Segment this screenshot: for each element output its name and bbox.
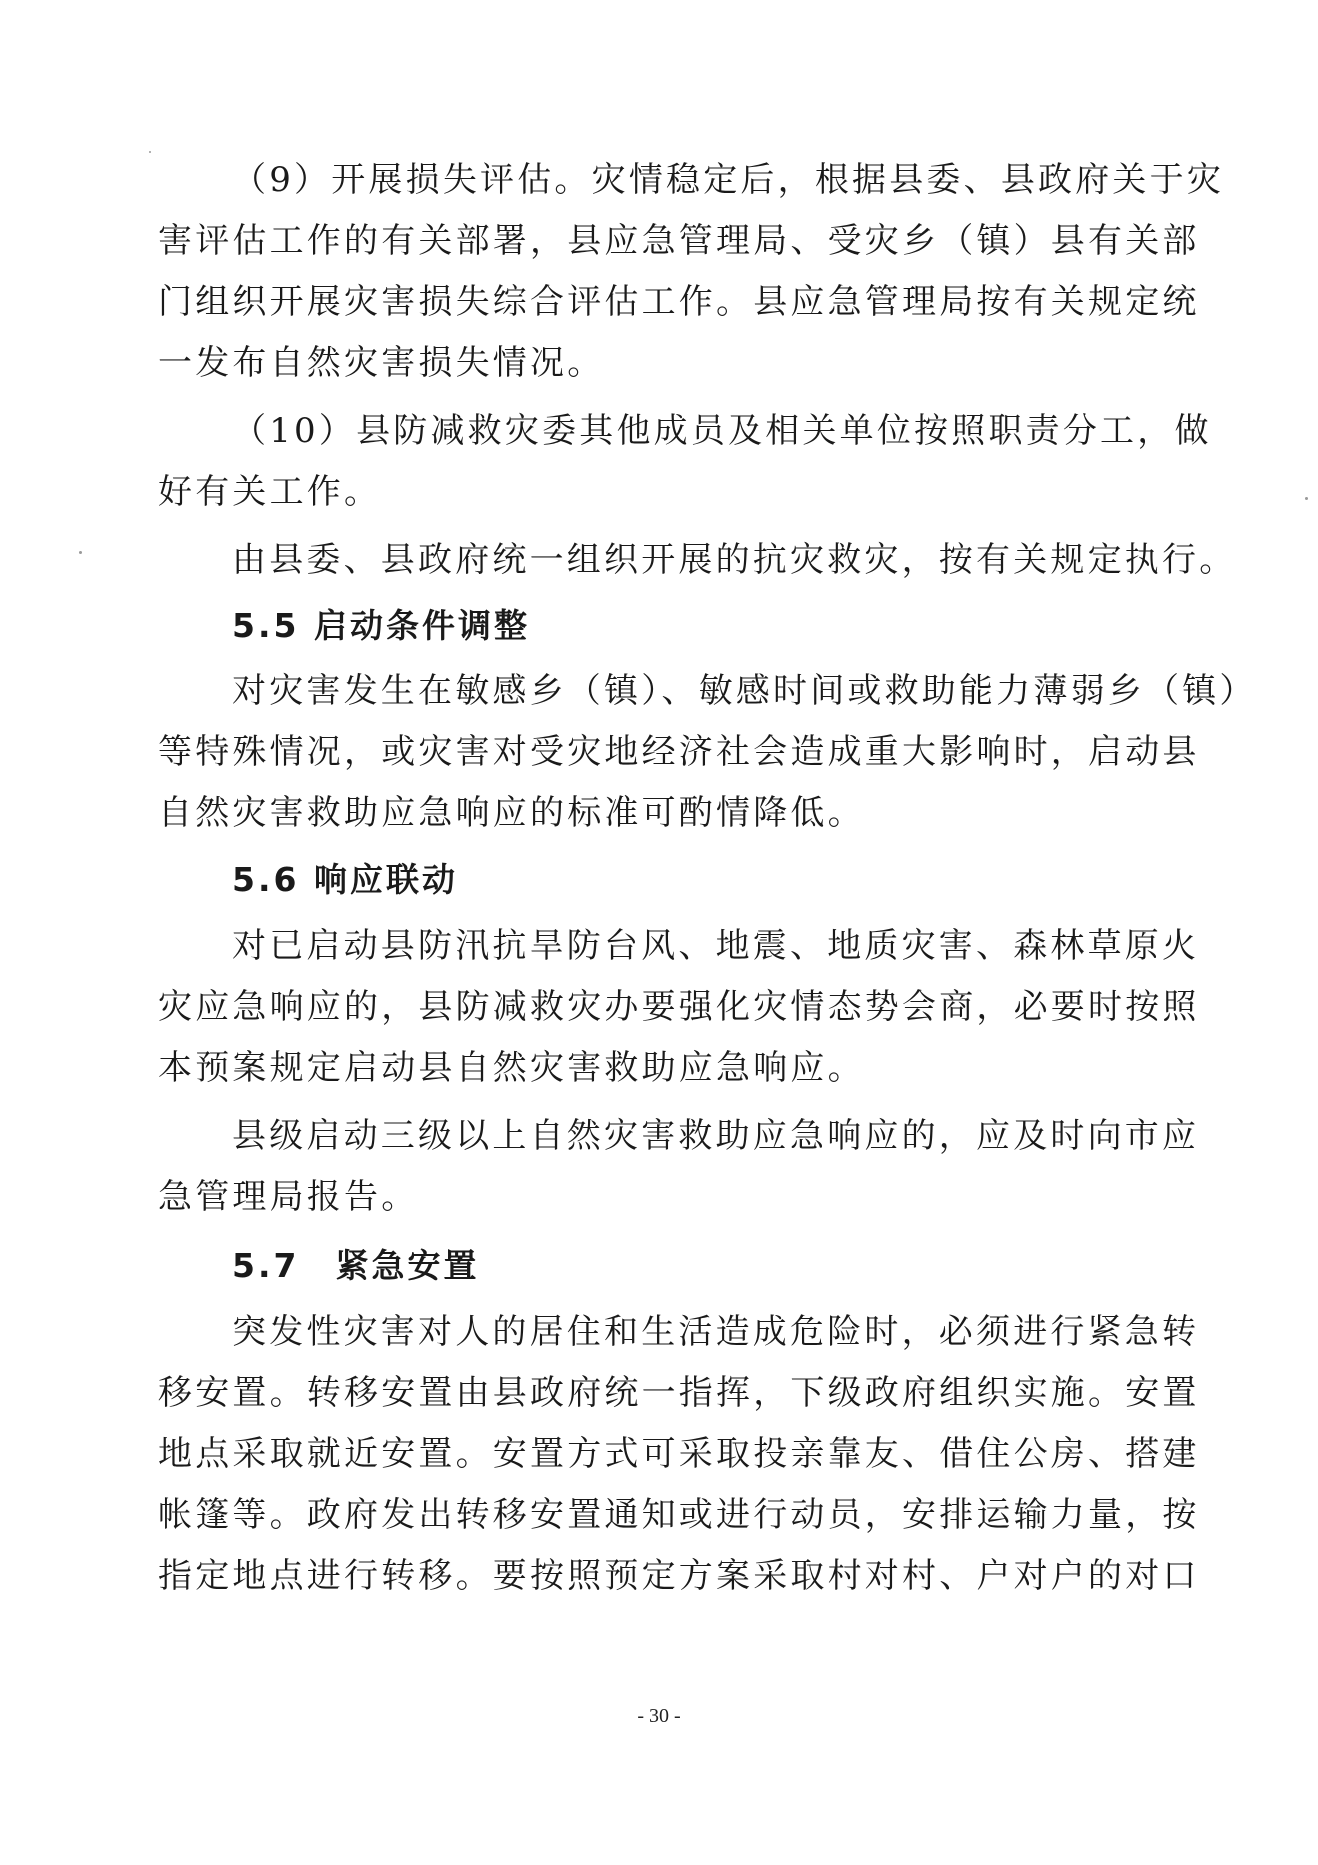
paragraph-line: 好有关工作。	[158, 472, 382, 512]
section-heading-5-6: 5.6 响应联动	[232, 860, 458, 899]
paragraph-line: （10）县防减救灾委其他成员及相关单位按照职责分工，做	[232, 411, 1212, 451]
paragraph-line: （9）开展损失评估。灾情稳定后，根据县委、县政府关于灾	[232, 160, 1225, 200]
paragraph-line: 对已启动县防汛抗旱防台风、地震、地质灾害、森林草原火	[232, 926, 1200, 966]
paragraph-line: 门组织开展灾害损失综合评估工作。县应急管理局按有关规定统	[158, 282, 1200, 322]
section-heading-5-7: 5.7 紧急安置	[232, 1246, 480, 1285]
paragraph-line: 对灾害发生在敏感乡（镇）、敏感时间或救助能力薄弱乡（镇）	[232, 671, 1257, 711]
paragraph-line: 移安置。转移安置由县政府统一指挥，下级政府组织实施。安置	[158, 1373, 1200, 1413]
paragraph-line: 灾应急响应的，县防减救灾办要强化灾情态势会商，必要时按照	[158, 987, 1200, 1027]
paragraph-line: 等特殊情况，或灾害对受灾地经济社会造成重大影响时，启动县	[158, 732, 1200, 772]
paragraph-line: 由县委、县政府统一组织开展的抗灾救灾，按有关规定执行。	[232, 540, 1237, 580]
scan-speck	[1305, 497, 1308, 500]
page-number: - 30 -	[637, 1705, 681, 1727]
paragraph-line: 害评估工作的有关部署，县应急管理局、受灾乡（镇）县有关部	[158, 221, 1200, 261]
paragraph-line: 自然灾害救助应急响应的标准可酌情降低。	[158, 793, 865, 833]
scan-speck	[79, 551, 82, 554]
paragraph-line: 急管理局报告。	[158, 1177, 419, 1217]
paragraph-line: 县级启动三级以上自然灾害救助应急响应的，应及时向市应	[232, 1116, 1200, 1156]
paragraph-line: 本预案规定启动县自然灾害救助应急响应。	[158, 1048, 865, 1088]
paragraph-line: 一发布自然灾害损失情况。	[158, 343, 605, 383]
section-heading-5-5: 5.5 启动条件调整	[232, 606, 530, 645]
paragraph-line: 指定地点进行转移。要按照预定方案采取村对村、户对户的对口	[158, 1556, 1200, 1596]
paragraph-line: 突发性灾害对人的居住和生活造成危险时，必须进行紧急转	[232, 1312, 1200, 1352]
scan-speck	[149, 151, 151, 153]
paragraph-line: 地点采取就近安置。安置方式可采取投亲靠友、借住公房、搭建	[158, 1434, 1200, 1474]
paragraph-line: 帐篷等。政府发出转移安置通知或进行动员，安排运输力量，按	[158, 1495, 1200, 1535]
